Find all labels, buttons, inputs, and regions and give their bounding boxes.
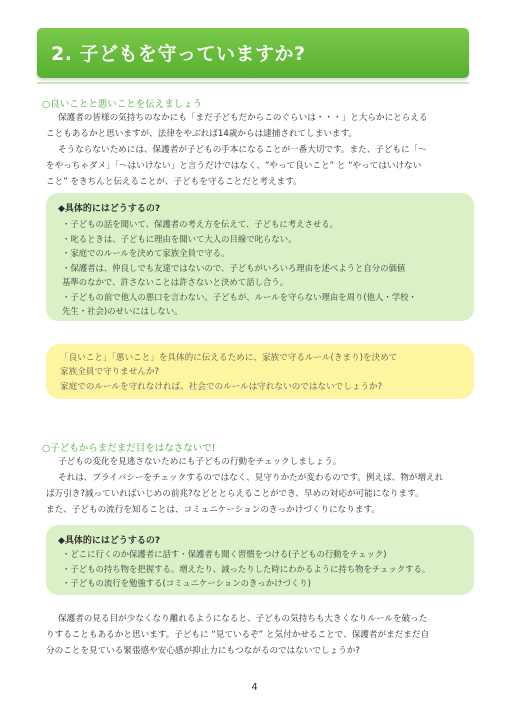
paragraph-line: こともあるかと思いますが、法律をやぶれば14歳からは逮捕されてしまいます。 <box>46 129 358 139</box>
paragraph-line: また、子どもの流行を知ることは、コミュニケーションのきっかけづくりになります。 <box>46 505 380 515</box>
paragraph-line: りすることもあるかと思います。子どもに “見ているぞ” と気付かせることで、保護者がまだまだ自 <box>46 630 430 640</box>
paragraph-line: ば万引き?減っていればいじめの前兆?などととらえることができ、早めの対応が可能になります。 <box>46 489 424 499</box>
page-title: 2. 子どもを守っていますか? <box>51 43 306 65</box>
list-item: ・家庭でのルールを決めて家族全員で守る。 <box>62 248 230 258</box>
callout-line: 「良いこと」「悪いこと」を具体的に伝えるために、家族で守るルール(きまり)を決めて <box>60 353 398 363</box>
section2-paragraph <box>46 454 471 518</box>
list-item: 先生・社会)のせいにはしない。 <box>62 306 183 316</box>
list-item: ・叱るときは、子どもに理由を聞いて大人の目線で叱らない。 <box>62 233 297 244</box>
section2-action-box <box>46 525 474 595</box>
paragraph-line: をやっちゃダメ」「〜はいけない」と言うだけではなく、“やって良いこと” と “やってはいけない <box>46 161 422 171</box>
closing-paragraph <box>46 611 471 659</box>
section1-heading: ○良いことと悪いことを伝えましょう <box>42 99 203 110</box>
callout-line: 家族全員で守りませんか? <box>60 367 160 377</box>
paragraph-line: そうならないためには、保護者が子どもの手本になることが一番大切です。また、子どもに「〜 <box>58 145 427 155</box>
paragraph-line: こと” をきちんと伝えることが、子どもを守ることだと考えます。 <box>46 177 302 187</box>
list-item: ・子どもの持ち物を把握する。増えたり、減ったりした時にわかるように持ち物をチェックする。 <box>62 563 431 574</box>
rules-callout <box>46 344 474 399</box>
action-list <box>62 217 417 319</box>
paragraph-line: 子どもの変化を見逃さないためにも子どもの行動をチェックしましょう。 <box>58 457 342 467</box>
paragraph-line: 分のことを見ている緊張感や安心感が抑止力にもつながるのではないでしょうか? <box>46 646 360 656</box>
list-item: ・どこに行くのか保護者に話す・保護者も聞く習慣をつける(子どもの行動をチェック) <box>62 549 387 559</box>
title-underline <box>37 82 469 84</box>
page-number: 4 <box>251 682 258 693</box>
box-heading: ◆具体的にはどうするの? <box>58 204 161 214</box>
list-item: ・子どもの話を聞いて、保護者の考え方を伝えて、子どもに考えさせる。 <box>62 219 339 229</box>
section2-heading: ○子どもからまだまだ目をはなさないで! <box>42 443 216 454</box>
paragraph-line: 保護者の見る目が少なくなり離れるようになると、子どもの気持ちも大きくなりルールを破った <box>58 614 428 624</box>
list-item: ・子どもの流行を勉強する(コミュニケーションのきっかけづくり) <box>62 578 311 588</box>
section1-action-box <box>46 193 474 321</box>
box-heading: ◆具体的にはどうするの? <box>58 536 161 546</box>
callout-line: 家庭でのルールを守れなければ、社会でのルールは守れないのではないでしょうか? <box>60 382 383 392</box>
section1-paragraph <box>46 110 471 190</box>
list-item: ・子どもの前で他人の悪口を言わない。子どもが、ルールを守らない理由を周り(他人・学校・ <box>62 291 417 302</box>
title-bar <box>37 28 469 78</box>
list-item: 基準のなかで、許さないことは許さないと決めて話し合う。 <box>62 277 288 287</box>
paragraph-line: それは、プライバシーをチェックするのではなく、見守りかたが変わるのです。例えば、物が増えれ <box>58 473 444 483</box>
list-item: ・保護者は、仲良しでも友達ではないので、子どもがいろいろ理由を述べようと自分の価値 <box>62 262 406 273</box>
paragraph-line: 保護者の皆様の気持ちのなかにも「まだ子どもだからこのぐらいは・・・」と大らかにとらえる <box>58 113 428 123</box>
action-list <box>62 547 430 591</box>
